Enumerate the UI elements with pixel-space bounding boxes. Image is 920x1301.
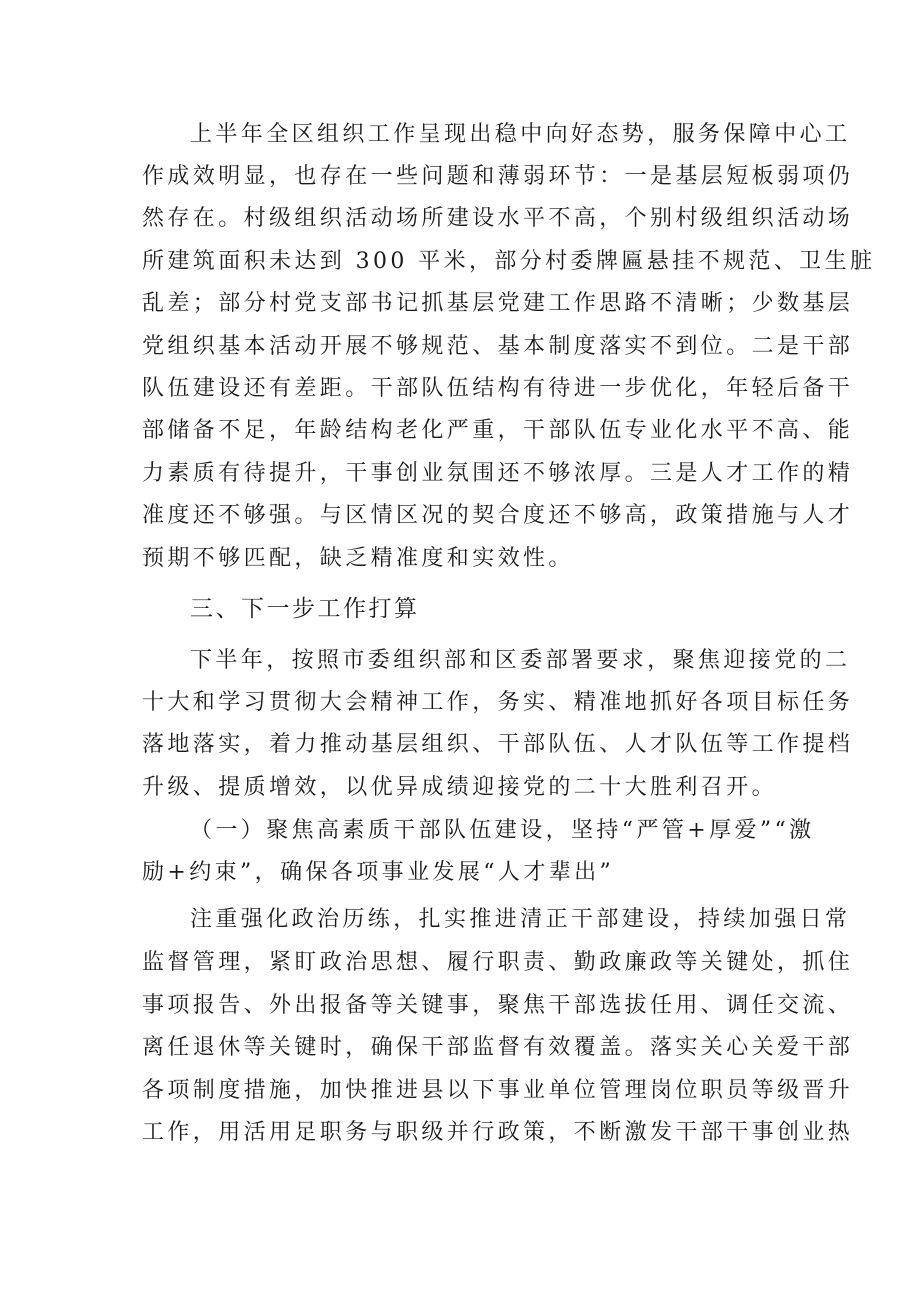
text-line: 监督管理，紧盯政治思想、履行职责、勤政廉政等关键处，抓住 [142, 950, 854, 975]
text-line: 乱差；部分村党支部书记抓基层党建工作思路不清晰；少数基层 [142, 291, 854, 316]
text-line: 作成效明显，也存在一些问题和薄弱环节：一是基层短板弱项仍 [142, 164, 854, 189]
subheading-line: 励+约束”，确保各项事业发展“人才辈出” [142, 860, 615, 885]
text-line: 上半年全区组织工作呈现出稳中向好态势，服务保障中心工 [190, 122, 851, 147]
text-line: 落地落实，着力推动基层组织、干部队伍、人才队伍等工作提档 [142, 732, 854, 757]
text-line: 部储备不足，年龄结构老化严重，干部队伍专业化水平不高、能 [142, 418, 854, 443]
subheading-line: （一）聚焦高素质干部队伍建设，坚持“严管+厚爱”“激 [190, 818, 815, 843]
text-line: 下半年，按照市委组织部和区委部署要求，聚焦迎接党的二 [190, 648, 851, 673]
text-line: 离任退休等关键时，确保干部监督有效覆盖。落实关心关爱干部 [142, 1035, 854, 1060]
text-line: 准度还不够强。与区情区况的契合度还不够高，政策措施与人才 [142, 503, 854, 528]
text-line: 然存在。村级组织活动场所建设水平不高，个别村级组织活动场 [142, 206, 854, 231]
text-line: 事项报告、外出报备等关键事，聚焦干部选拔任用、调任交流、 [142, 993, 854, 1018]
text-line: 十大和学习贯彻大会精神工作，务实、精准地抓好各项目标任务 [142, 690, 854, 715]
text-line: 各项制度措施，加快推进县以下事业单位管理岗位职员等级晋升 [142, 1078, 854, 1103]
text-line: 队伍建设还有差距。干部队伍结构有待进一步优化，年轻后备干 [142, 376, 854, 401]
text-line: 注重强化政治历练，扎实推进清正干部建设，持续加强日常 [190, 907, 851, 932]
text-line: 党组织基本活动开展不够规范、基本制度落实不到位。二是干部 [142, 334, 854, 359]
text-line: 预期不够匹配，缺乏精准度和实效性。 [142, 546, 574, 571]
text-line: 工作，用活用足职务与职级并行政策，不断激发干部干事创业热 [142, 1120, 854, 1145]
text-line: 所建筑面积未达到 300 平米，部分村委牌匾悬挂不规范、卫生脏 [142, 249, 876, 274]
text-line: 升级、提质增效，以优异成绩迎接党的二十大胜利召开。 [142, 775, 778, 800]
section-heading: 三、下一步工作打算 [190, 596, 420, 622]
text-line: 力素质有待提升，干事创业氛围还不够浓厚。三是人才工作的精 [142, 461, 854, 486]
